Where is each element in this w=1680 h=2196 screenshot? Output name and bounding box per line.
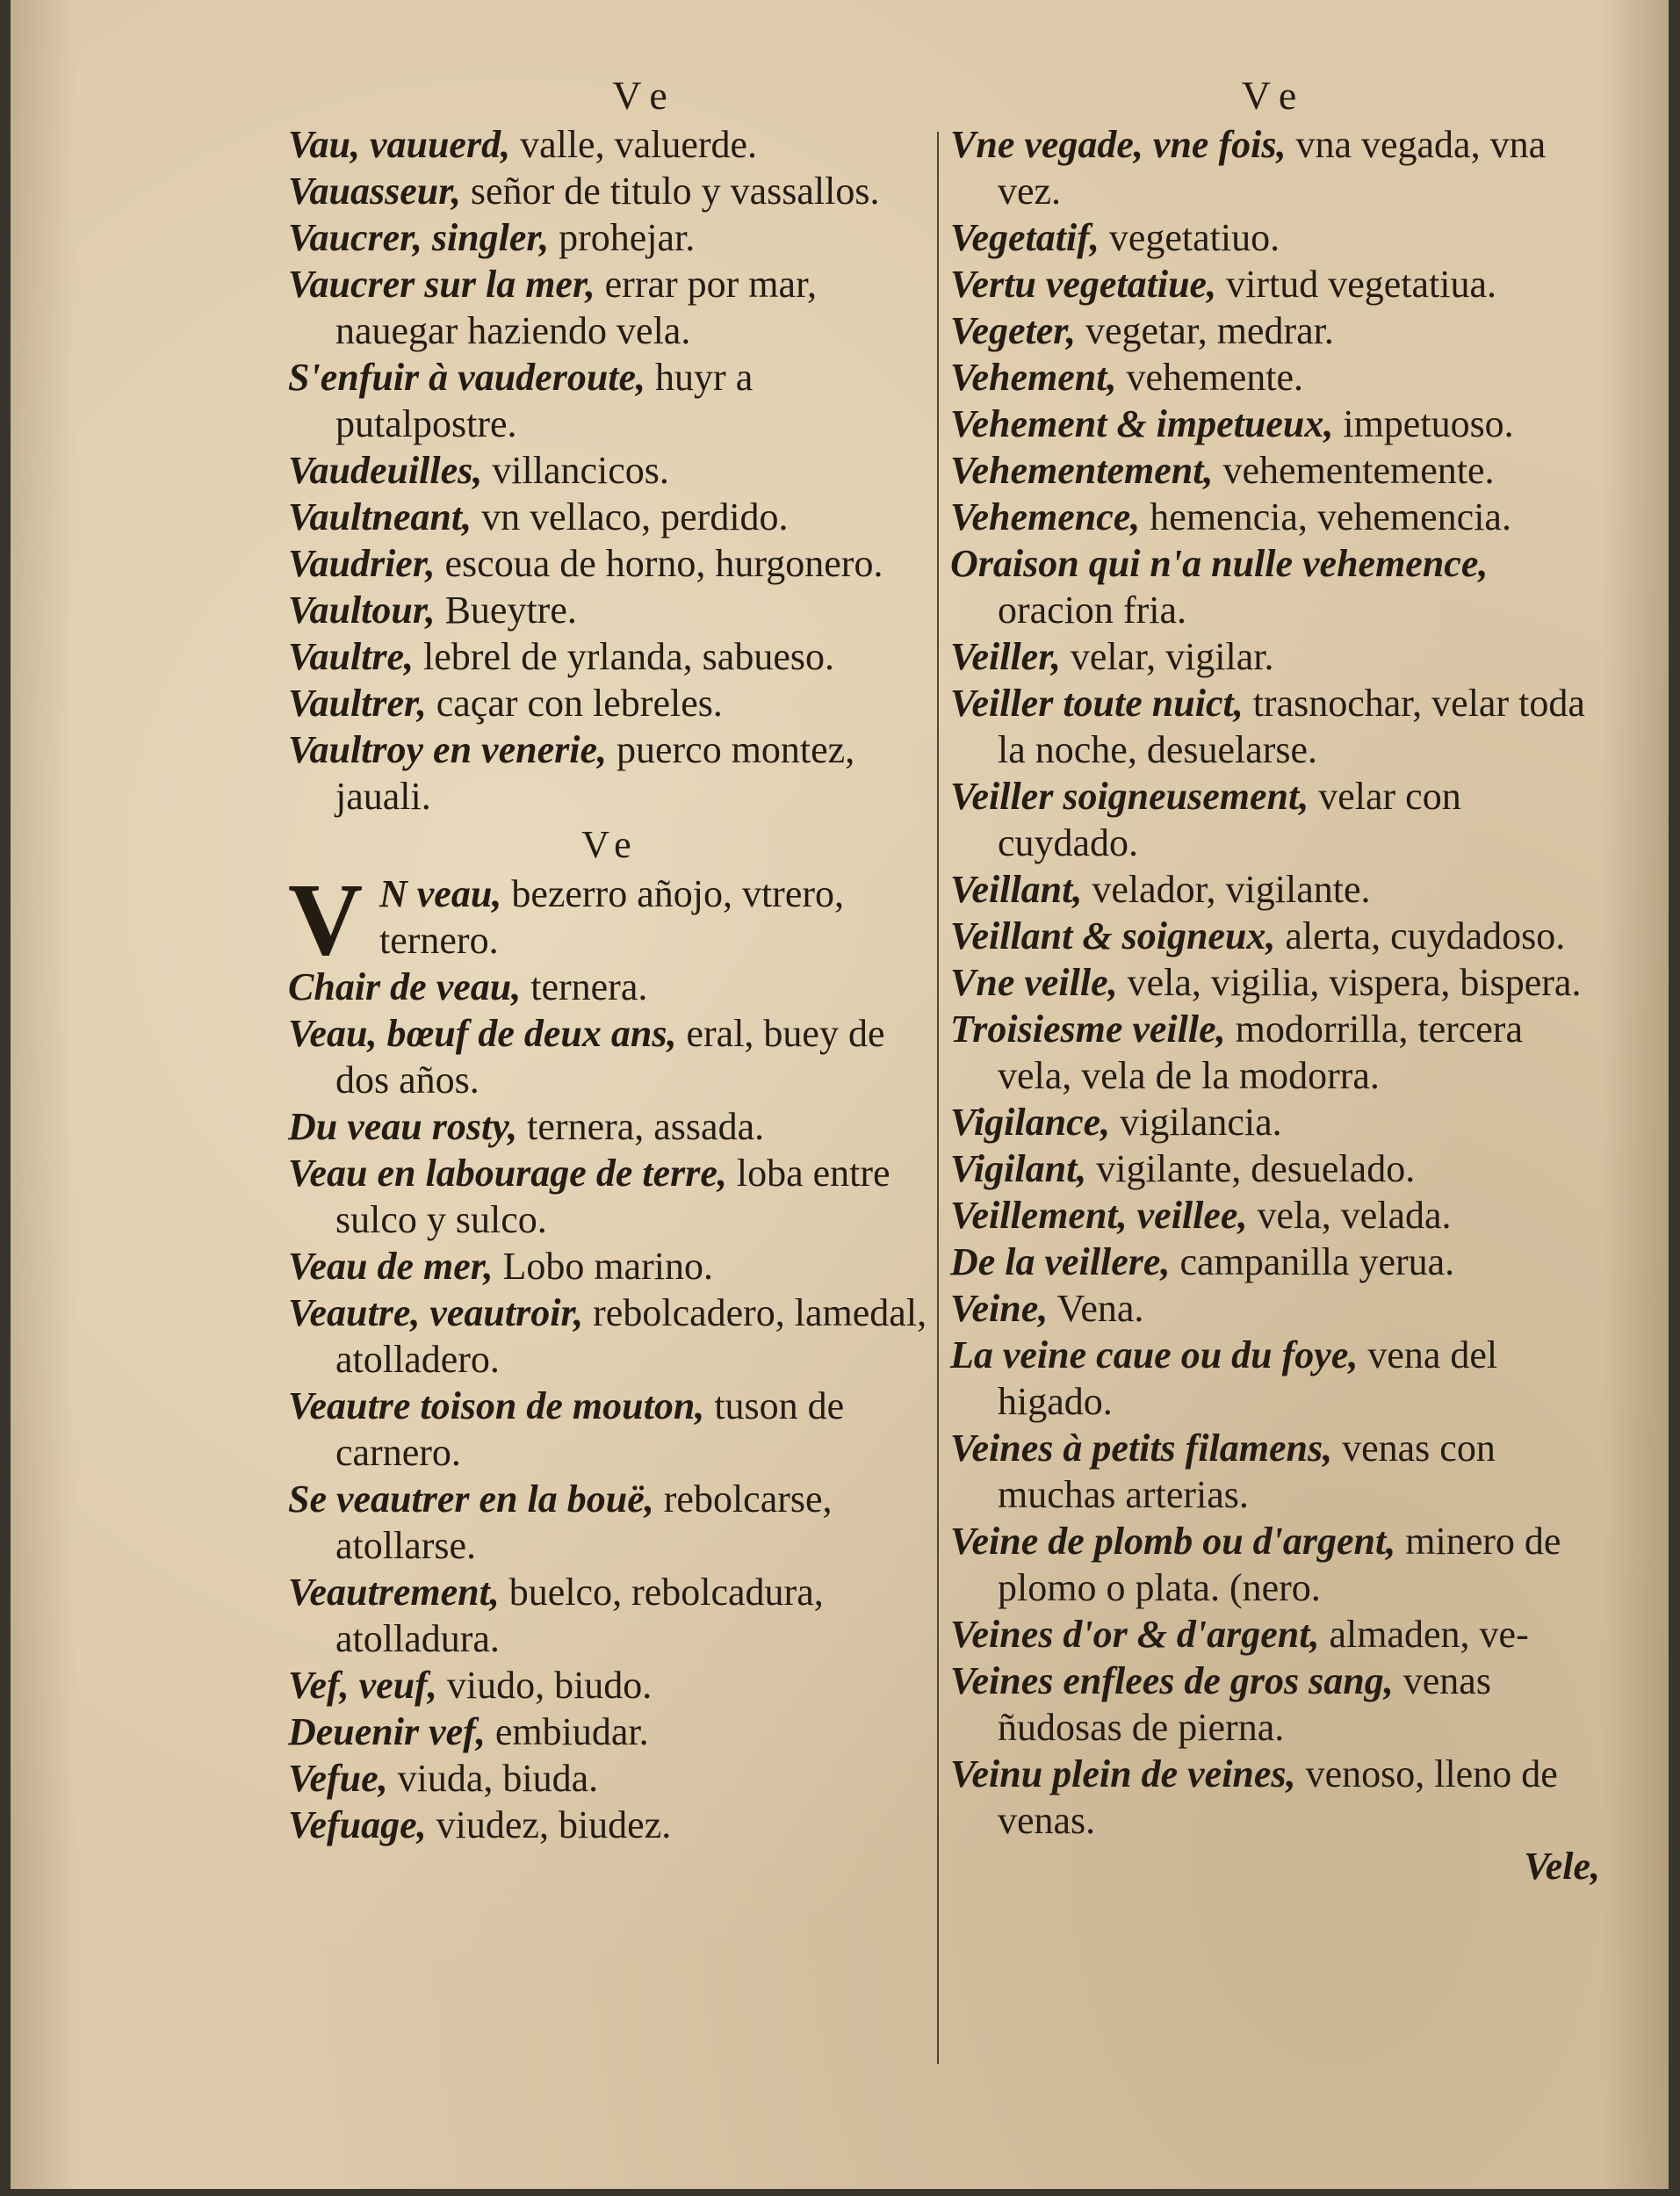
entry-headword: Vau, vauuerd, xyxy=(288,123,511,166)
entry-headword: Veines d'or & d'argent, xyxy=(950,1613,1320,1656)
dictionary-entry xyxy=(288,1289,934,1383)
entry-definition: vna vegada, vna vez. xyxy=(998,123,1547,213)
entry-definition: vn vellaco, perdido. xyxy=(472,495,789,538)
dictionary-entry xyxy=(950,680,1600,773)
dictionary-entry xyxy=(288,1755,934,1802)
dictionary-entry xyxy=(950,261,1600,307)
dictionary-entry xyxy=(288,447,934,494)
dictionary-entry xyxy=(288,1383,934,1476)
entry-definition: vena del higado. xyxy=(998,1333,1498,1423)
entry-headword: Vehemence, xyxy=(950,495,1141,538)
entry-headword: Veine de plomb ou d'argent, xyxy=(950,1520,1396,1563)
dictionary-entry xyxy=(950,1518,1600,1611)
entry-definition: errar por mar, nauegar haziendo vela. xyxy=(335,263,817,352)
entry-headword: Vigilant, xyxy=(950,1147,1087,1190)
entry-definition: vela, vigilia, vispera, bispera. xyxy=(1117,961,1582,1004)
dictionary-entry xyxy=(950,1751,1600,1844)
entry-headword: Vaudrier, xyxy=(288,542,436,585)
entry-headword: Troisiesme veille, xyxy=(950,1008,1226,1051)
entry-definition: vigilancia. xyxy=(1110,1101,1282,1144)
dictionary-entry xyxy=(950,1239,1600,1285)
dictionary-entry xyxy=(950,866,1600,913)
entry-headword: Vegeter, xyxy=(950,309,1076,352)
entry-definition: venas ñudosas de pierna. xyxy=(998,1659,1491,1749)
dictionary-entry xyxy=(950,913,1600,959)
entry-definition: eral, buey de dos años. xyxy=(335,1012,885,1102)
dictionary-entry xyxy=(950,1611,1600,1658)
section-subheader: Ve xyxy=(581,823,640,866)
entry-headword: Vaudeuilles, xyxy=(288,449,483,492)
dictionary-entry xyxy=(950,307,1600,354)
entry-definition: valle, valuerde. xyxy=(510,123,758,166)
entry-headword: Veau de mer, xyxy=(288,1245,494,1288)
entry-headword: Veau, bœuf de deux ans, xyxy=(288,1012,677,1055)
right-entries xyxy=(950,121,1600,1844)
entry-definition: campanilla yerua. xyxy=(1170,1240,1455,1283)
dictionary-entry xyxy=(288,1150,934,1243)
entry-definition: huyr a putalpostre. xyxy=(335,356,753,445)
entry-headword: S'enfuir à vauderoute, xyxy=(288,356,646,399)
entry-definition: puerco montez, jauali. xyxy=(335,728,855,818)
entry-headword: Vaultour, xyxy=(288,589,436,632)
entry-definition: minero de plomo o plata. (nero. xyxy=(998,1520,1561,1609)
entry-headword: Vef, veuf, xyxy=(288,1664,437,1707)
dictionary-entry xyxy=(950,1192,1600,1239)
entry-definition: velador, vigilante. xyxy=(1082,868,1371,911)
entry-definition: ternera. xyxy=(521,965,648,1008)
entry-headword: Veillement, veillee, xyxy=(950,1194,1248,1237)
entry-definition: venas con muchas arterias. xyxy=(998,1427,1496,1516)
entry-headword: Veiller toute nuict, xyxy=(950,682,1244,725)
right-running-header: Ve xyxy=(1241,73,1309,118)
entry-definition: virtud vegetatiua. xyxy=(1216,263,1496,306)
entry-definition: venoso, lleno de venas. xyxy=(998,1752,1558,1842)
entry-definition: loba entre sulco y sulco. xyxy=(335,1152,890,1241)
entry-headword: Vaultre, xyxy=(288,635,415,678)
dictionary-entry xyxy=(288,633,934,680)
entry-headword: Veau en labourage de terre, xyxy=(288,1152,727,1195)
entry-headword: Vehement, xyxy=(950,356,1117,399)
dictionary-entry xyxy=(288,214,934,261)
entry-definition: Bueytre. xyxy=(435,589,577,632)
dictionary-entry xyxy=(950,1658,1600,1751)
dictionary-entry xyxy=(288,168,934,214)
entry-headword: Vaultroy en venerie, xyxy=(288,728,607,771)
entry-definition: velar, vigilar. xyxy=(1060,635,1274,678)
dictionary-entry xyxy=(950,447,1600,494)
entry-definition: vehementemente. xyxy=(1213,449,1495,492)
entry-headword: Deuenir vef, xyxy=(288,1710,486,1753)
dictionary-entry xyxy=(288,1662,934,1708)
entry-definition: Vena. xyxy=(1048,1287,1144,1330)
dictionary-entry xyxy=(950,401,1600,447)
entry-definition: rebolcarse, atollarse. xyxy=(335,1477,833,1567)
right-column xyxy=(950,70,1600,1896)
entry-headword: De la veillere, xyxy=(950,1240,1171,1283)
entry-definition: vehemente. xyxy=(1116,356,1304,399)
entry-headword: Veautrement, xyxy=(288,1571,500,1614)
entry-definition: viudo, biudo. xyxy=(436,1664,653,1707)
dictionary-entry xyxy=(288,1103,934,1150)
entry-definition: villancicos. xyxy=(482,449,669,492)
drop-cap: V xyxy=(288,862,364,977)
entry-definition: vela, velada. xyxy=(1247,1194,1452,1237)
entry-headword: Vaucrer sur la mer, xyxy=(288,263,595,306)
entry-headword: Se veautrer en la bouë, xyxy=(288,1477,654,1521)
dictionary-entry xyxy=(950,121,1600,214)
entry-headword: Vigilance, xyxy=(950,1101,1111,1144)
dictionary-entry xyxy=(288,1802,934,1848)
entry-definition: viudez, biudez. xyxy=(426,1803,672,1846)
dictionary-entry xyxy=(288,1569,934,1662)
catchword: Vele, xyxy=(1524,1845,1600,1888)
dictionary-entry xyxy=(950,1425,1600,1518)
entry-headword: Vaultrer, xyxy=(288,682,427,725)
entry-headword: Veautre, veautroir, xyxy=(288,1291,584,1334)
entry-definition: vegetatiuo. xyxy=(1099,216,1280,259)
left-running-header: Ve xyxy=(612,73,680,118)
entry-headword: N veau, xyxy=(379,872,502,915)
entry-definition: velar con cuydado. xyxy=(998,775,1461,864)
entry-definition: rebolcadero, lamedal, atolladero. xyxy=(335,1291,927,1381)
entry-definition: ternera, assada. xyxy=(517,1105,765,1148)
dictionary-entry xyxy=(288,587,934,633)
left-entries-a xyxy=(288,121,934,820)
entry-definition: hemencia, vehemencia. xyxy=(1140,495,1511,538)
entry-definition: señor de titulo y vassallos. xyxy=(460,170,880,213)
dictionary-entry xyxy=(950,354,1600,401)
entry-headword: Vne veille, xyxy=(950,961,1118,1004)
dictionary-entry xyxy=(950,633,1600,680)
dictionary-entry xyxy=(950,214,1600,261)
entry-definition: tuson de carnero. xyxy=(335,1384,845,1474)
entry-headword: Vne vegade, vne fois, xyxy=(950,123,1287,166)
entry-headword: Veiller soigneusement, xyxy=(950,775,1309,818)
column-divider xyxy=(937,132,939,2064)
entry-headword: Vehement & impetueux, xyxy=(950,402,1334,445)
entry-headword: Vefue, xyxy=(288,1757,388,1800)
entry-definition: caçar con lebreles. xyxy=(426,682,723,725)
dictionary-entry xyxy=(288,1010,934,1103)
dictionary-entry xyxy=(288,494,934,540)
entry-definition: vigilante, desuelado. xyxy=(1086,1147,1416,1190)
dictionary-entry xyxy=(950,773,1600,866)
dictionary-entry xyxy=(950,959,1600,1006)
entry-headword: Vegetatif, xyxy=(950,216,1100,259)
entry-headword: La veine caue ou du foye, xyxy=(950,1333,1359,1376)
dictionary-entry xyxy=(288,1708,934,1755)
entry-headword: Vehementement, xyxy=(950,449,1214,492)
dictionary-entry xyxy=(288,726,934,820)
left-entries-b xyxy=(288,964,934,1848)
dictionary-entry xyxy=(288,964,934,1010)
entry-definition: modorrilla, tercera vela, vela de la modorra. xyxy=(998,1008,1523,1097)
dictionary-entry xyxy=(288,1476,934,1569)
entry-headword: Veine, xyxy=(950,1287,1049,1330)
entry-definition: buelco, rebolcadura, atolladura. xyxy=(335,1571,824,1660)
entry-headword: Du veau rosty, xyxy=(288,1105,518,1148)
dictionary-entry xyxy=(950,1332,1600,1425)
dictionary-entry xyxy=(288,680,934,726)
entry-definition: vegetar, medrar. xyxy=(1075,309,1334,352)
entry-definition: bezerro añojo, vtrero, ternero. xyxy=(379,872,845,962)
entry-definition: Lobo marino. xyxy=(493,1245,713,1288)
dictionary-entry xyxy=(950,1099,1600,1145)
dictionary-entry xyxy=(950,494,1600,540)
entry-definition: viuda, biuda. xyxy=(387,1757,599,1800)
dictionary-entry xyxy=(950,1285,1600,1332)
dictionary-entry xyxy=(288,121,934,168)
entry-headword: Vefuage, xyxy=(288,1803,427,1846)
entry-definition: alerta, cuydadoso. xyxy=(1275,914,1566,957)
entry-headword: Vauasseur, xyxy=(288,170,461,213)
dictionary-entry xyxy=(288,354,934,447)
dictionary-entry xyxy=(950,540,1600,633)
dictionary-entry xyxy=(288,261,934,354)
entry-headword: Veines enflees de gros sang, xyxy=(950,1659,1394,1702)
entry-headword: Veillant & soigneux, xyxy=(950,914,1276,957)
entry-headword: Vaucrer, singler, xyxy=(288,216,550,259)
entry-headword: Veinu plein de veines, xyxy=(950,1752,1296,1795)
entry-headword: Vaultneant, xyxy=(288,495,472,538)
left-column xyxy=(288,70,934,1848)
entry-headword: Oraison qui n'a nulle vehemence, xyxy=(950,542,1489,585)
entry-definition: escoua de horno, hurgonero. xyxy=(435,542,883,585)
entry-headword: Vertu vegetatiue, xyxy=(950,263,1217,306)
page xyxy=(11,0,1669,2189)
entry-headword: Veillant, xyxy=(950,868,1083,911)
entry-definition: almaden, ve- xyxy=(1319,1613,1529,1656)
entry-headword: Veautre toison de mouton, xyxy=(288,1384,705,1427)
dictionary-entry xyxy=(288,1243,934,1289)
dictionary-entry xyxy=(950,1006,1600,1099)
drop-cap-entry xyxy=(288,862,934,977)
entry-headword: Chair de veau, xyxy=(288,965,522,1008)
entry-headword: Veiller, xyxy=(950,635,1061,678)
entry-definition: oracion fria. xyxy=(998,589,1186,632)
dictionary-entry xyxy=(288,540,934,587)
entry-definition: trasnochar, velar toda la noche, desuelarse. xyxy=(998,682,1585,771)
entry-definition: impetuoso. xyxy=(1333,402,1514,445)
dictionary-entry xyxy=(950,1145,1600,1192)
entry-definition: lebrel de yrlanda, sabueso. xyxy=(414,635,834,678)
entry-headword: Veines à petits filamens, xyxy=(950,1427,1333,1470)
entry-definition: prohejar. xyxy=(549,216,696,259)
entry-definition: embiudar. xyxy=(485,1710,649,1753)
